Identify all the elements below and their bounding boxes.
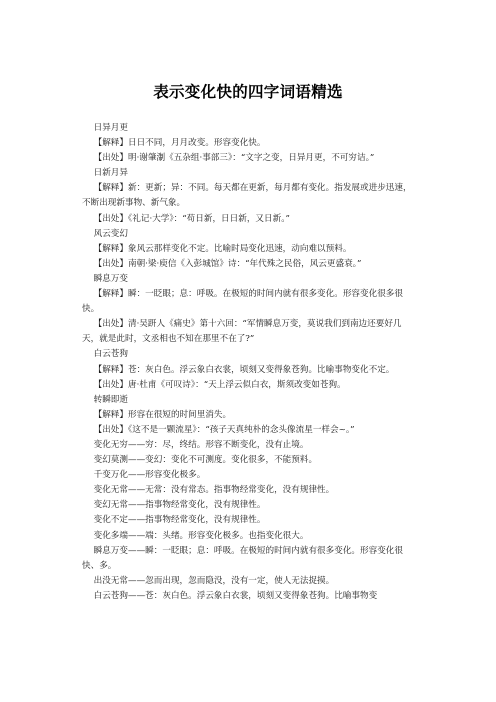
entry-heading: 风云变幻 bbox=[93, 228, 128, 239]
definition-line: 千变万化——形容变化极多。 bbox=[93, 470, 206, 481]
definition-line: 变幻莫测——变幻：变化不可测度。变化很多，不能预料。 bbox=[93, 455, 318, 466]
explanation-line: 【解释】瞬：一眨眼；息：呼吸。在极短的时间内就有很多变化。形容变化很多很快。 bbox=[82, 289, 403, 315]
entry-heading: 日新月异 bbox=[93, 168, 128, 179]
explanation-line: 【解释】日日不同，月月改变。形容变化快。 bbox=[93, 138, 266, 149]
explanation-line: 【解释】苍：灰白色。浮云象白衣裳，顷刻又变得象苍狗。比喻事物变化不定。 bbox=[93, 364, 395, 375]
explanation-line: 【解释】新：更新；异：不同。每天都在更新，每月都有变化。指发展或进步迅速，不断出现新事物、新气象。 bbox=[82, 183, 412, 209]
definition-line: 变化无穷——穷：尽，终结。形容不断变化，没有止境。 bbox=[93, 439, 309, 450]
definition-line: 白云苍狗——苍：灰白色。浮云象白衣裳，顷刻又变得象苍狗。比喻事物变 bbox=[93, 590, 378, 601]
definition-line: 变幻无常——指事物经常变化，没有规律性。 bbox=[93, 500, 266, 511]
entry-heading: 转瞬即逝 bbox=[93, 394, 128, 405]
source-line: 【出处】明·谢肇淛《五杂组·事部三》：“文字之变，日异月更，不可穷诘。” bbox=[93, 153, 375, 164]
explanation-line: 【解释】象风云那样变化不定。比喻时局变化迅速，动向难以预料。 bbox=[93, 243, 352, 254]
source-line: 【出处】《这不是一颗流星》：“孩子天真纯朴的念头像流星一样会~。” bbox=[93, 424, 355, 435]
source-line: 【出处】清·吴趼人《痛史》第十六回：“军情瞬息万变，莫说我们到南边还要好几天，就是此时，文丞相也不知在那里不在了?” bbox=[82, 319, 402, 345]
document-body bbox=[82, 121, 412, 604]
source-line: 【出处】唐·杜甫《可叹诗》：“天上浮云似白衣，斯须改变如苍狗。 bbox=[93, 379, 346, 390]
definition-line: 变化无常——无常：没有常态。指事物经常变化，没有规律性。 bbox=[93, 485, 335, 496]
definition-line: 变化多端——端：头绪。形容变化极多。也指变化很大。 bbox=[93, 530, 309, 541]
source-line: 【出处】《礼记·大学》：“苟日新，日日新，又日新。” bbox=[93, 213, 290, 224]
definition-line: 变化不定——指事物经常变化，没有规律性。 bbox=[93, 515, 266, 526]
source-line: 【出处】南朝·梁·庾信《入彭城馆》诗：“年代殊之民俗，风云更盛衰。” bbox=[93, 258, 362, 269]
document-title: 表示变化快的四字词语精选 bbox=[153, 83, 343, 101]
entry-heading: 瞬息万变 bbox=[93, 273, 128, 284]
definition-line: 出没无常——忽而出现，忽而隐没，没有一定，使人无法捉摸。 bbox=[93, 575, 335, 586]
entry-heading: 白云苍狗 bbox=[93, 349, 128, 360]
entry-heading: 日异月更 bbox=[93, 123, 128, 133]
explanation-line: 【解释】形容在很短的时间里消失。 bbox=[93, 409, 232, 420]
definition-line: 瞬息万变——瞬：一眨眼；息：呼吸。在极短的时间内就有很多变化。形容变化很快、多。 bbox=[82, 545, 403, 571]
